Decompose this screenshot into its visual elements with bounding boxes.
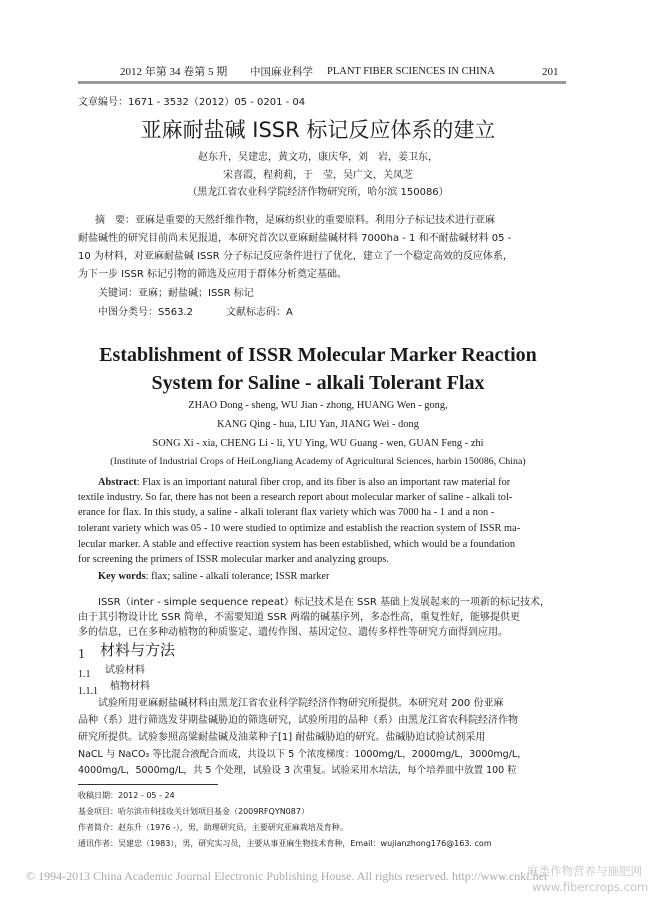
abstract-en-line: tolerant variety which was 05 - 10 were studied to optimize and establish the reaction system of ISSR ma- [78, 523, 521, 534]
abstract-cn-line: 10 为材料，对亚麻耐盐碱 ISSR 分子标记反应条件进行了优化，建立了一个稳定高效的反应体系， [78, 251, 513, 262]
abstract-en-line: erance for flax. In this study, a saline - alkali tolerant flax variety which was 7000 ha - 1 and a non - [78, 507, 495, 518]
title-en-2: System for Saline - alkali Tolerant Flax [151, 372, 485, 394]
document-code: 文献标志码：A [226, 307, 293, 318]
body-line: 品种（系）进行筛选发芽期盐碱胁迫的筛选研究，试验所用的品种（系）由黑龙江省农科院经济作物 [78, 715, 518, 726]
body-line: NaCL 与 NaCO₃ 等比混合液配合而成，共设以下 5 个浓度梯度：1000mg/L，2000mg/L，3000mg/L， [78, 749, 527, 760]
journal-name-en: PLANT FIBER SCIENCES IN CHINA [327, 66, 495, 77]
intro-line: ISSR（inter - simple sequence repeat）标记技术是在 SSR 基础上发展起来的一项新的标记技术， [98, 597, 551, 608]
footnote-corresponding: 通讯作者：吴建忠（1983），男，研究实习员，主要从事亚麻生物技术育种，Email：wujianzhong176@163. com [78, 839, 492, 848]
abstract-en-line: : Flax is an important natural fiber crop, and its fiber is also an important raw material for [136, 477, 511, 488]
header-rule [78, 81, 566, 84]
footnote-rule [78, 784, 218, 785]
section-1-title: 材料与方法 [100, 641, 176, 659]
title-cn: 亚麻耐盐碱 ISSR 标记反应体系的建立 [140, 118, 496, 142]
journal-name-cn: 中国麻业科学 [250, 66, 313, 78]
footnote-fund: 基金项目：哈尔滨市科技攻关计划项目基金（2009RFQYN087） [78, 807, 309, 816]
section-1-1-1-number: 1.1.1 [78, 686, 98, 697]
article-number: 文章编号：1671 - 3532（2012）05 - 0201 - 04 [78, 97, 306, 108]
keywords-en: : flax; saline - alkali tolerance; ISSR marker [145, 571, 330, 582]
classification-number: 中图分类号：S563.2 [98, 307, 193, 318]
abstract-en-line: for screening the primers of ISSR molecular marker and analyzing groups. [78, 554, 389, 565]
title-en-1: Establishment of ISSR Molecular Marker Reaction [99, 344, 537, 366]
footnote-received: 收稿日期：2012 - 05 - 24 [78, 791, 175, 800]
abstract-en-line: textile industry. So far, there has not been a research report about molecular marker of saline - alkali tol- [78, 492, 513, 503]
abstract-cn-line: 耐盐碱性的研究目前尚未见报道，本研究首次以亚麻耐盐碱材料 7000ha - 1 和不耐盐碱材料 05 - [78, 233, 512, 244]
keywords-en-label: Key words [98, 571, 146, 582]
watermark-url: www.fibercrops.com [532, 880, 648, 894]
page-number: 201 [542, 66, 559, 78]
authors-en-2: KANG Qing - hua, LIU Yan, JIANG Wei - dong [217, 419, 419, 430]
body-line: 4000mg/L，5000mg/L，共 5 个处理，试验设 3 次重复。试验采用水培法，每个培养皿中放置 100 粒 [78, 765, 517, 776]
affiliation-cn: （黑龙江省农业科学院经济作物研究所，哈尔滨 150086） [187, 187, 449, 198]
intro-line: 由于其引物设计比 SSR 简单，不需要知道 SSR 两端的碱基序列，多态性高，重复性好，能够提供更 [78, 612, 521, 623]
section-1-1-title: 试验材料 [105, 665, 145, 676]
abstract-en-line: lecular marker. A stable and effective reaction system has been established, which would be a foundation [78, 539, 516, 550]
abstract-cn-line: 为下一步 ISSR 标记引物的筛选及应用于群体分析奠定基础。 [78, 269, 347, 280]
authors-en-1: ZHAO Dong - sheng, WU Jian - zhong, HUANG Wen - gong, [188, 400, 448, 411]
affiliation-en: (Institute of Industrial Crops of HeiLongJiang Academy of Agricultural Sciences, harbin 150086, China) [110, 456, 526, 467]
authors-cn-1: 赵东升，吴建忠，黄文功，康庆华，刘 岩，姜卫东， [198, 152, 438, 163]
section-1-1-number: 1.1 [78, 669, 91, 680]
copyright-notice: © 1994-2013 China Academic Journal Electronic Publishing House. All rights reserved. http://www.cnki.net [26, 869, 548, 883]
body-line: 试验所用亚麻耐盐碱材料由黑龙江省农业科学院经济作物研究所提供。本研究对 200 份亚麻 [98, 698, 504, 709]
watermark-cn: 麻类作物营养与施肥网 [527, 864, 642, 878]
body-line: 研究所提供。试验参照高粱耐盐碱及油菜种子[1] 耐盐碱胁迫的研究。盐碱胁迫试验试剂采用 [78, 732, 486, 743]
abstract-en-label: Abstract [98, 477, 137, 488]
keywords-cn: 关键词：亚麻；耐盐碱；ISSR 标记 [98, 288, 254, 299]
intro-line: 多的信息，已在多种动植物的种质鉴定、遗传作图、基因定位、遗传多样性等研究方面得到应用。 [78, 627, 508, 638]
footnote-author: 作者简介：赵东升（1976 -），男，助理研究员，主要研究亚麻栽培及育种。 [78, 823, 348, 832]
section-1-number: 1 [78, 647, 85, 662]
authors-cn-2: 宋喜霞，程莉莉，于 莹，吴广文，关凤芝 [223, 170, 413, 181]
authors-en-3: SONG Xi - xia, CHENG Li - li, YU Ying, WU Guang - wen, GUAN Feng - zhi [152, 438, 484, 449]
journal-issue: 2012 年第 34 卷第 5 期 [120, 66, 228, 78]
abstract-cn-line: 摘 要：亚麻是重要的天然纤维作物，是麻纺织业的重要原料。利用分子标记技术进行亚麻 [95, 215, 495, 226]
section-1-1-1-title: 植物材料 [110, 681, 150, 692]
